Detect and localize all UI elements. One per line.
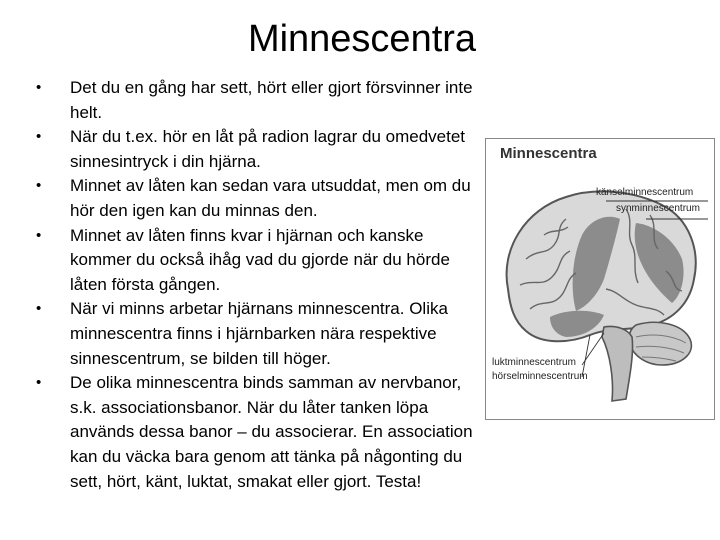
bullet-icon: •	[36, 374, 42, 392]
figure-title: Minnescentra	[500, 145, 597, 162]
label-horselminnescentrum: hörselminnescentrum	[492, 371, 588, 382]
bullet-icon: •	[36, 226, 42, 244]
brainstem-shape	[602, 326, 633, 401]
bullet-text: De olika minnescentra binds samman av nervbanor, s.k. associationsbanor. När du låter tanken löpa används dessa banor – du associerar. En association kan du väcka bara genom att tänka på någonting du sett, hört, känt, luktat, smakat eller gjort. Testa!	[70, 373, 473, 491]
list-item	[36, 76, 486, 125]
bullet-text: När du t.ex. hör en låt på radion lagrar du omedvetet sinnesintryck i din hjärna.	[70, 127, 466, 171]
bullet-text: Minnet av låten finns kvar i hjärnan och kanske kommer du också ihåg vad du gjorde när du hörde låten första gången.	[70, 225, 450, 294]
list-item	[36, 371, 486, 494]
brain-figure	[485, 138, 715, 420]
bullet-icon: •	[36, 300, 42, 318]
label-luktminnescentrum: luktminnescentrum	[492, 357, 576, 368]
label-kanselminnescentrum: känselminnescentrum	[596, 187, 694, 198]
bullet-icon: •	[36, 128, 42, 146]
bullet-text: Minnet av låten kan sedan vara utsuddat, men om du hör den igen kan du minnas den.	[70, 176, 471, 220]
list-item	[36, 224, 486, 298]
label-synminnescentrum: synminnescentrum	[616, 203, 700, 214]
page-title: Minnescentra	[247, 18, 477, 60]
bullet-icon: •	[36, 79, 42, 96]
list-item	[36, 125, 486, 174]
bullet-text: När vi minns arbetar hjärnans minnescentra. Olika minnescentra finns i hjärnbarken nära respektive sinnescentrum, se bilden till höger.	[70, 299, 448, 368]
bullet-text: Det du en gång har sett, hört eller gjort försvinner inte helt.	[70, 78, 473, 122]
list-item	[36, 297, 486, 371]
list-item	[36, 174, 486, 223]
bullet-list	[36, 76, 486, 494]
bullet-icon: •	[36, 177, 42, 195]
